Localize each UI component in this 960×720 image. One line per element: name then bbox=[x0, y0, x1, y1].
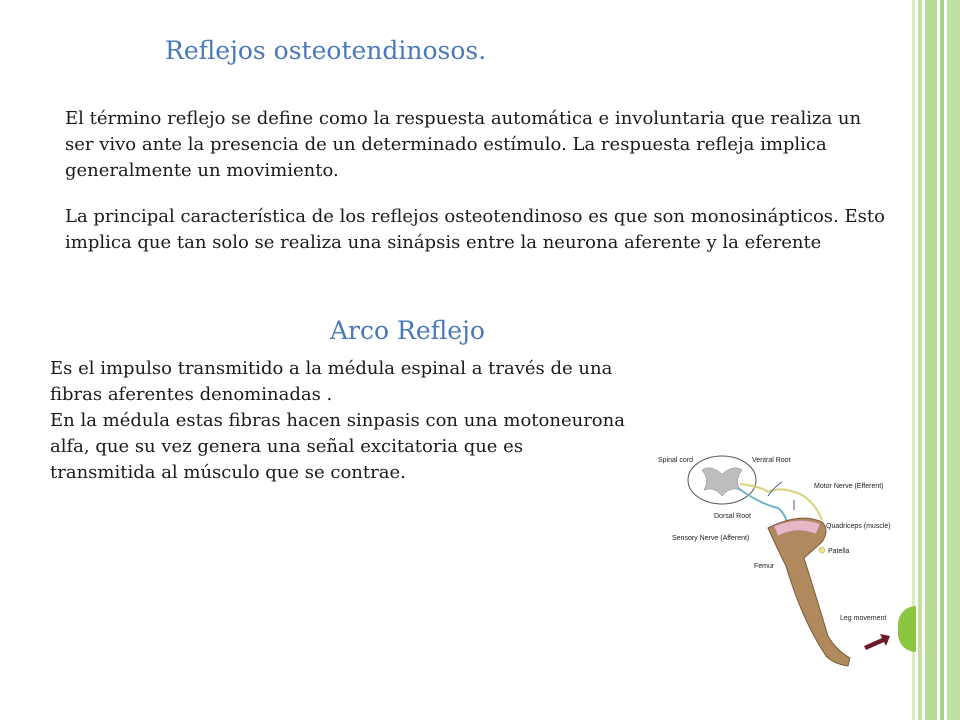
label-patella: Patella bbox=[828, 548, 850, 555]
stripe bbox=[918, 0, 922, 720]
label-femur: Femur bbox=[754, 563, 775, 570]
leg-movement-arrow bbox=[864, 634, 890, 650]
arc-line: fibras aferentes denominadas . bbox=[50, 384, 333, 405]
label-motor-nerve: Motor Nerve (Efferent) bbox=[814, 483, 884, 490]
label-spinal-cord: Spinal cord bbox=[658, 457, 694, 464]
stripe bbox=[925, 0, 937, 720]
stripe bbox=[940, 0, 944, 720]
patella-shape bbox=[819, 547, 825, 553]
arc-line: Es el impulso transmitido a la médula espinal a través de una bbox=[50, 358, 613, 379]
label-sensory-nerve: Sensory Nerve (Afferent) bbox=[672, 535, 750, 542]
leg-shape bbox=[768, 518, 850, 666]
arc-line: alfa, que su vez genera una señal excitatoria que es bbox=[50, 436, 524, 457]
arc-line: transmitida al músculo que se contrae. bbox=[50, 462, 406, 483]
label-quadriceps: Quadriceps (muscle) bbox=[826, 523, 891, 530]
label-dorsal-root: Dorsal Root bbox=[714, 513, 751, 520]
label-ventral-root: Ventral Root bbox=[752, 457, 791, 464]
slide-title: Reflejos osteotendinosos. bbox=[165, 36, 487, 65]
definition-paragraph: El término reflejo se define como la respuesta automática e involuntaria que realiza un ser vivo ante la presencia de un determinado estímulo. La respuesta refleja implica generalmente un movimiento. bbox=[65, 108, 862, 181]
stripe bbox=[947, 0, 960, 720]
reflex-arc-diagram bbox=[650, 446, 910, 676]
arc-heading: Arco Reflejo bbox=[330, 316, 485, 345]
characteristic-paragraph: La principal característica de los reflejos osteotendinoso es que son monosinápticos. Esto implica que tan solo se realiza una sinápsis entre la neurona aferente y la eferente bbox=[65, 206, 885, 253]
decorative-stripes bbox=[912, 0, 960, 720]
label-leg-movement: Leg movement bbox=[840, 615, 887, 622]
arc-line: En la médula estas fibras hacen sinpasis con una motoneurona bbox=[50, 410, 625, 431]
